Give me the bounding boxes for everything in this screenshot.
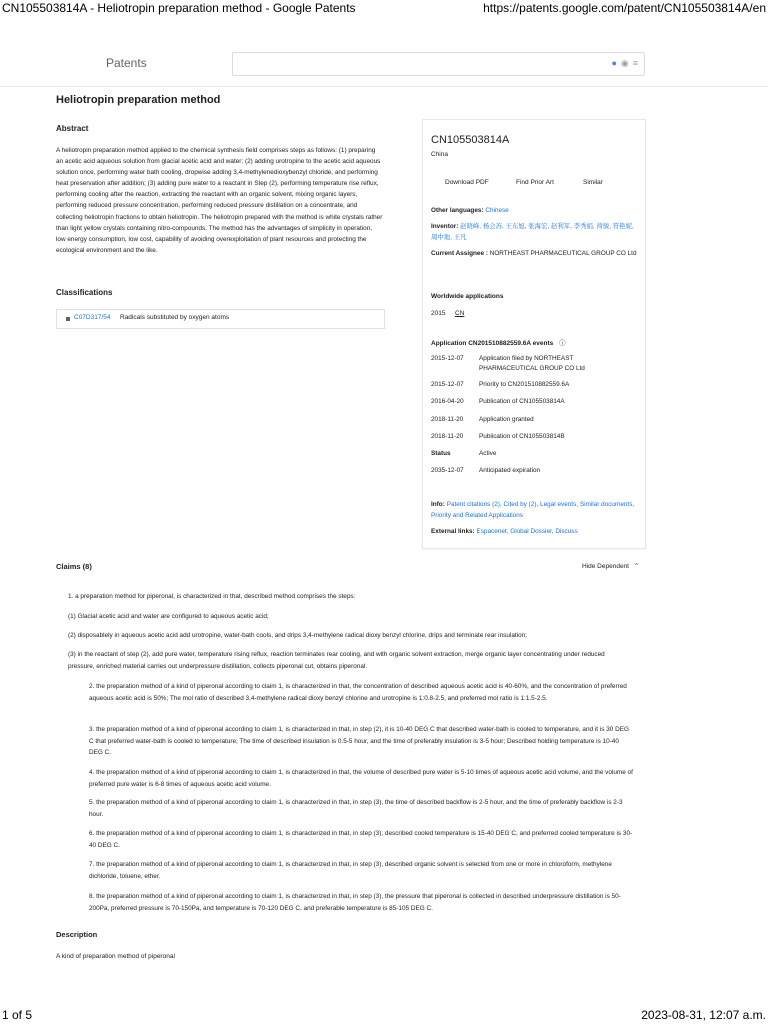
worldwide-country-link[interactable]: CN <box>455 310 465 317</box>
assignee-label: Current Assignee : <box>431 250 488 257</box>
lightbulb-icon[interactable]: ● <box>611 58 617 68</box>
inventors <box>431 221 637 243</box>
claims-heading: Claims (8) <box>56 562 92 571</box>
event-text: Application granted <box>479 416 534 423</box>
event-text: Anticipated expiration <box>479 467 541 474</box>
claim-5: 5. the preparation method of a kind of piperonal according to claim 1, is characterized in that, in step (3), the time of described backflow is 2-5 hour, and the time of preferably backflow is 2-3 hour. <box>89 799 623 818</box>
claim-4: 4. the preparation method of a kind of piperonal according to claim 1, is characterized in that, the volume of described pure water is 5-10 times of aqueous acetic acid volume, and the volume of preferred pure water is 6-8 times of aqueous acetic acid volume. <box>89 769 633 788</box>
external-links <box>431 528 637 535</box>
inventor-links[interactable]: 赵晓峰, 杨会苏, 王东旭, 张海宏, 赵利军, 李秀娟, 荷骏, 符艳妮, 周中地, 王凡 <box>431 223 634 241</box>
chevron-up-icon[interactable]: ⌃ <box>633 563 640 570</box>
event-date: 2015-12-07 <box>431 381 464 388</box>
description-first-line: A kind of preparation method of piperonal <box>56 953 175 960</box>
event-date: 2016-04-20 <box>431 398 464 405</box>
find-prior-art-button[interactable]: Find Prior Art <box>516 179 554 186</box>
abstract-text: A heliotropin preparation method applied to the chemical synthesis field comprises steps as follows: (1) preparing an acetic acid aqueous solution from glacial acetic acid and water; (2) adding urotropine to the acetic acid aqueous solution once, performing water bath cooling, dropwise adding 3,4-methylenedioxybenzyl chloride, and performing heat preservation after addition; (3) adding pure water to a reactant in Step (2), performing temperature rise reflux, performing cooling after the reaction, extracting the reactant with an organic solvent, mixing organic layers, performing reduced pressure concentration, performing reduced pressure distillation on a concentrate, and collecting heliotropin fractions to obtain heliotropin. The heliotropin prepared with the method is white crystals rather than light yellow crystals containing nitro-compounds. The method has the advantages of simplicity in operation, low energy consumption, low cost, capability of avoiding overexploitation of plant resources and protecting the ecological environment and the like. <box>56 147 383 254</box>
print-datetime: 2023-08-31, 12:07 a.m. <box>641 1008 766 1022</box>
top-bar <box>0 44 768 87</box>
language-link[interactable]: Chinese <box>485 207 509 214</box>
classification-item[interactable] <box>56 309 385 329</box>
download-pdf-button[interactable]: Download PDF <box>445 179 489 186</box>
classification-description: Radicals substituted by oxygen atoms <box>120 314 230 321</box>
events-heading <box>431 338 566 347</box>
publication-number: CN105503814A <box>431 134 510 146</box>
classification-code[interactable]: C07D317/54 <box>74 314 111 321</box>
page-number: 1 of 5 <box>2 1008 33 1022</box>
expand-icon[interactable] <box>66 317 70 321</box>
page-title: Heliotropin preparation method <box>56 94 221 106</box>
claim-2: 2. the preparation method of a kind of piperonal according to claim 1, is characterized in that, the concentration of described aqueous acetic acid is 40-60%, and the concentration of preferred aqueous acetic acid is 50%; The mol ratio of described 3,4-methylene radical dioxy benzyl chlorine and urotropine is 1:0.8-2.5, and preferred mol ratio is 1:1.5-2.5. <box>89 683 627 702</box>
event-date: 2018-11-20 <box>431 416 464 423</box>
claim-7: 7. the preparation method of a kind of piperonal according to claim 1, is characterized in that, in step (3), described organic solvent is selected from one or more in chloroform, methylene dichloride, toluene, ether. <box>89 861 612 880</box>
info-link-list[interactable]: Patent citations (2), Cited by (2), Legal events, Similar documents, Priority and Related Applications <box>431 501 635 519</box>
similar-button[interactable]: Similar <box>583 179 603 186</box>
help-icon[interactable]: ⓘ <box>559 340 566 347</box>
worldwide-year: 2015 <box>431 310 446 317</box>
country: China <box>431 151 448 158</box>
eye-icon[interactable]: ◉ <box>620 58 629 68</box>
event-date: 2018-11-20 <box>431 433 464 440</box>
hide-dependent-toggle[interactable] <box>582 562 639 570</box>
description-heading: Description <box>56 930 98 939</box>
assignee-value: NORTHEAST PHARMACEUTICAL GROUP CO Ltd <box>489 250 637 257</box>
tune-icon[interactable]: ≡ <box>632 58 638 68</box>
status-value: Active <box>479 450 497 457</box>
event-text: Publication of CN105503814A <box>479 398 565 405</box>
info-links <box>431 499 637 521</box>
events-heading-text: Application CN201510882559.6A events <box>431 340 554 347</box>
patents-logo[interactable]: Patents <box>106 56 147 70</box>
claim-1-step-2: (2) disposablely in aqueous acetic acid add urotropine, water-bath cools, and drips 3,4-methylene radical dioxy benzyl chlorine, drips and terminate rear insulation; <box>68 632 527 639</box>
claim-3: 3. the preparation method of a kind of piperonal according to claim 1, is characterized in that, in step (2), it is 10-40 DEG C that described water-bath is cooled to temperature, and it is 30 DEG C that preferred water-bath is cooled to temperature; The time of described insulation is 0.5-5 hour, and the time of preferably insulation is 3-5 hour; Described holding temperature is 10-40 DEG C. <box>89 726 629 757</box>
info-label: Info: <box>431 501 445 508</box>
claim-8: 8. the preparation method of a kind of piperonal according to claim 1, is characterized in that, in step (3), the pressure that piperonal is collected in described underpressure distillation is 50-200Pa, preferred pressure is 70-150Pa, and temperature is 70-120 DEG C, and preferable temperature is 85-105 DEG C. <box>89 893 621 912</box>
status-label: Status <box>431 450 451 457</box>
external-link-list[interactable]: Espacenet, Global Dossier, Discuss <box>476 528 578 535</box>
event-date: 2015-12-07 <box>431 355 464 362</box>
search-input[interactable] <box>232 52 645 76</box>
external-label: External links: <box>431 528 475 535</box>
assignee <box>431 248 637 259</box>
claim-6: 6. the preparation method of a kind of piperonal according to claim 1, is characterized in that, in step (3), described cooled temperature is 15-40 DEG C, and preferred cooled temperature is 30-40 DEG C. <box>89 830 633 849</box>
classifications-heading: Classifications <box>56 288 113 297</box>
inventor-label: Inventor: <box>431 223 459 230</box>
hide-dependent-label[interactable]: Hide Dependent <box>582 563 629 570</box>
event-text: Priority to CN201510882559.6A <box>479 381 570 388</box>
worldwide-heading: Worldwide applications <box>431 293 504 300</box>
print-title: CN105503814A - Heliotropin preparation method - Google Patents <box>2 1 356 15</box>
patent-info-card <box>422 119 646 549</box>
other-languages-label: Other languages: <box>431 207 484 214</box>
print-header <box>0 0 768 18</box>
claim-1-step-1: (1) Glacial acetic acid and water are configured to aqueous acetic acid; <box>68 613 269 620</box>
event-text: Publication of CN105503814B <box>479 433 565 440</box>
print-url: https://patents.google.com/patent/CN105503814A/en <box>483 1 766 15</box>
claim-1-step-3: (3) in the reactant of step (2), add pure water, temperature rising reflux, reaction terminates rear cooling, and with organic solvent extraction, merge organic layer concentrating under reduced pressure, enriched material carries out underpressure distillation, collects piperonal cut, obtains piperonal. <box>68 651 605 670</box>
other-languages <box>431 205 637 216</box>
event-text: Application filed by NORTHEAST PHARMACEUTICAL GROUP CO Ltd <box>479 355 585 372</box>
event-date: 2035-12-07 <box>431 467 464 474</box>
abstract-heading: Abstract <box>56 124 89 133</box>
claim-1: 1. a preparation method for piperonal, is characterized in that, described method comprises the steps: <box>68 593 356 600</box>
print-footer <box>0 1006 768 1024</box>
